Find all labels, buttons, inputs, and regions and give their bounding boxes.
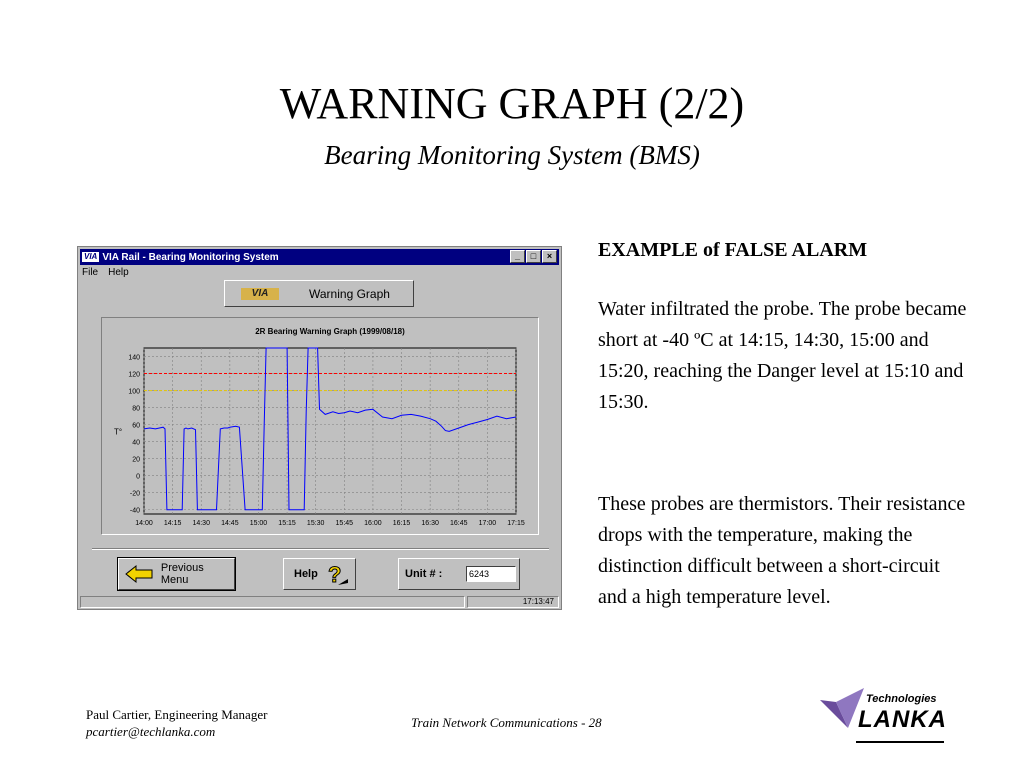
footer-page-label: Train Network Communications - 28 bbox=[411, 715, 602, 730]
x-tick-label: 16:30 bbox=[421, 520, 439, 527]
explanation-paragraph-1: Water infiltrated the probe. The probe became short at -40 ºC at 14:15, 14:30, 15:00 and 15:20, reaching the Danger level at 15:10 and 15:30. bbox=[598, 298, 967, 413]
svg-text:?: ? bbox=[327, 562, 342, 587]
x-tick-label: 15:00 bbox=[249, 520, 268, 527]
close-button[interactable]: × bbox=[542, 250, 557, 263]
previous-menu-label: Previous Menu bbox=[160, 562, 204, 586]
x-tick-label: 15:45 bbox=[335, 520, 354, 527]
y-tick-label: -40 bbox=[129, 507, 140, 515]
y-tick-label: 60 bbox=[132, 422, 140, 430]
via-logo-icon: VIA bbox=[84, 252, 98, 261]
x-tick-label: 15:30 bbox=[306, 520, 325, 527]
x-tick-label: 16:45 bbox=[450, 520, 468, 527]
screen-header-label: Warning Graph bbox=[309, 286, 390, 301]
explanation-paragraph-2: These probes are thermistors. Their resistance drops with the temperature, making the distinction difficult between a short-circuit and a high temperature level. bbox=[598, 493, 966, 608]
status-clock: 17:13:47 bbox=[467, 596, 559, 608]
menu-file[interactable]: File bbox=[82, 267, 99, 278]
menu-help[interactable]: Help bbox=[108, 267, 129, 278]
app-window bbox=[77, 246, 562, 610]
footer-email[interactable]: pcartier@techlanka.com bbox=[86, 724, 216, 739]
y-tick-label: 120 bbox=[128, 371, 140, 379]
plot-area bbox=[144, 348, 516, 514]
y-tick-label: 0 bbox=[136, 473, 140, 481]
slide-subtitle: Bearing Monitoring System (BMS) bbox=[324, 140, 700, 170]
unit-box bbox=[398, 558, 520, 590]
x-tick-label: 16:00 bbox=[364, 520, 382, 527]
warning-graph bbox=[102, 318, 538, 534]
x-tick-label: 14:45 bbox=[221, 520, 239, 527]
screen-header bbox=[224, 280, 414, 307]
chart-title: 2R Bearing Warning Graph (1999/08/18) bbox=[255, 327, 405, 336]
y-tick-label: 140 bbox=[128, 354, 140, 362]
chart-panel bbox=[101, 317, 539, 535]
y-tick-label: -20 bbox=[129, 490, 140, 498]
x-tick-label: 17:15 bbox=[507, 520, 525, 527]
unit-number-field[interactable]: 6243 bbox=[466, 566, 516, 582]
y-tick-label: 40 bbox=[132, 439, 140, 447]
x-tick-label: 15:15 bbox=[278, 520, 296, 527]
y-tick-label: 20 bbox=[132, 456, 140, 464]
y-tick-label: 80 bbox=[132, 405, 140, 413]
menu-bar bbox=[82, 267, 129, 278]
help-label: Help bbox=[294, 568, 318, 580]
footer-author: Paul Cartier, Engineering Manager bbox=[86, 707, 268, 722]
window-titlebar[interactable] bbox=[80, 249, 559, 265]
window-title: VIA Rail - Bearing Monitoring System bbox=[102, 251, 279, 263]
previous-menu-button[interactable] bbox=[118, 558, 235, 590]
minimize-button[interactable]: _ bbox=[510, 250, 525, 263]
help-button[interactable] bbox=[283, 558, 356, 590]
slide-title: WARNING GRAPH (2/2) bbox=[279, 79, 745, 128]
unit-label: Unit # : bbox=[405, 568, 443, 580]
x-tick-label: 14:15 bbox=[163, 520, 182, 527]
help-question-icon bbox=[324, 561, 350, 587]
status-bar bbox=[80, 596, 559, 608]
x-tick-label: 16:15 bbox=[392, 520, 411, 527]
arrow-left-icon bbox=[125, 564, 155, 584]
lanka-logo-top: Technologies bbox=[866, 693, 937, 705]
status-cell-main bbox=[80, 596, 465, 608]
lanka-logo-main: LANKA bbox=[858, 706, 947, 733]
maximize-button[interactable]: □ bbox=[526, 250, 541, 263]
x-tick-label: 14:00 bbox=[135, 520, 153, 527]
example-heading: EXAMPLE of FALSE ALARM bbox=[598, 239, 868, 261]
y-axis-label: T° bbox=[114, 427, 123, 437]
lanka-logo bbox=[818, 686, 948, 746]
y-tick-label: 100 bbox=[128, 388, 140, 396]
x-tick-label: 14:30 bbox=[192, 520, 210, 527]
x-tick-label: 17:00 bbox=[478, 520, 497, 527]
divider bbox=[92, 548, 549, 550]
via-logo: VIA bbox=[241, 288, 279, 300]
